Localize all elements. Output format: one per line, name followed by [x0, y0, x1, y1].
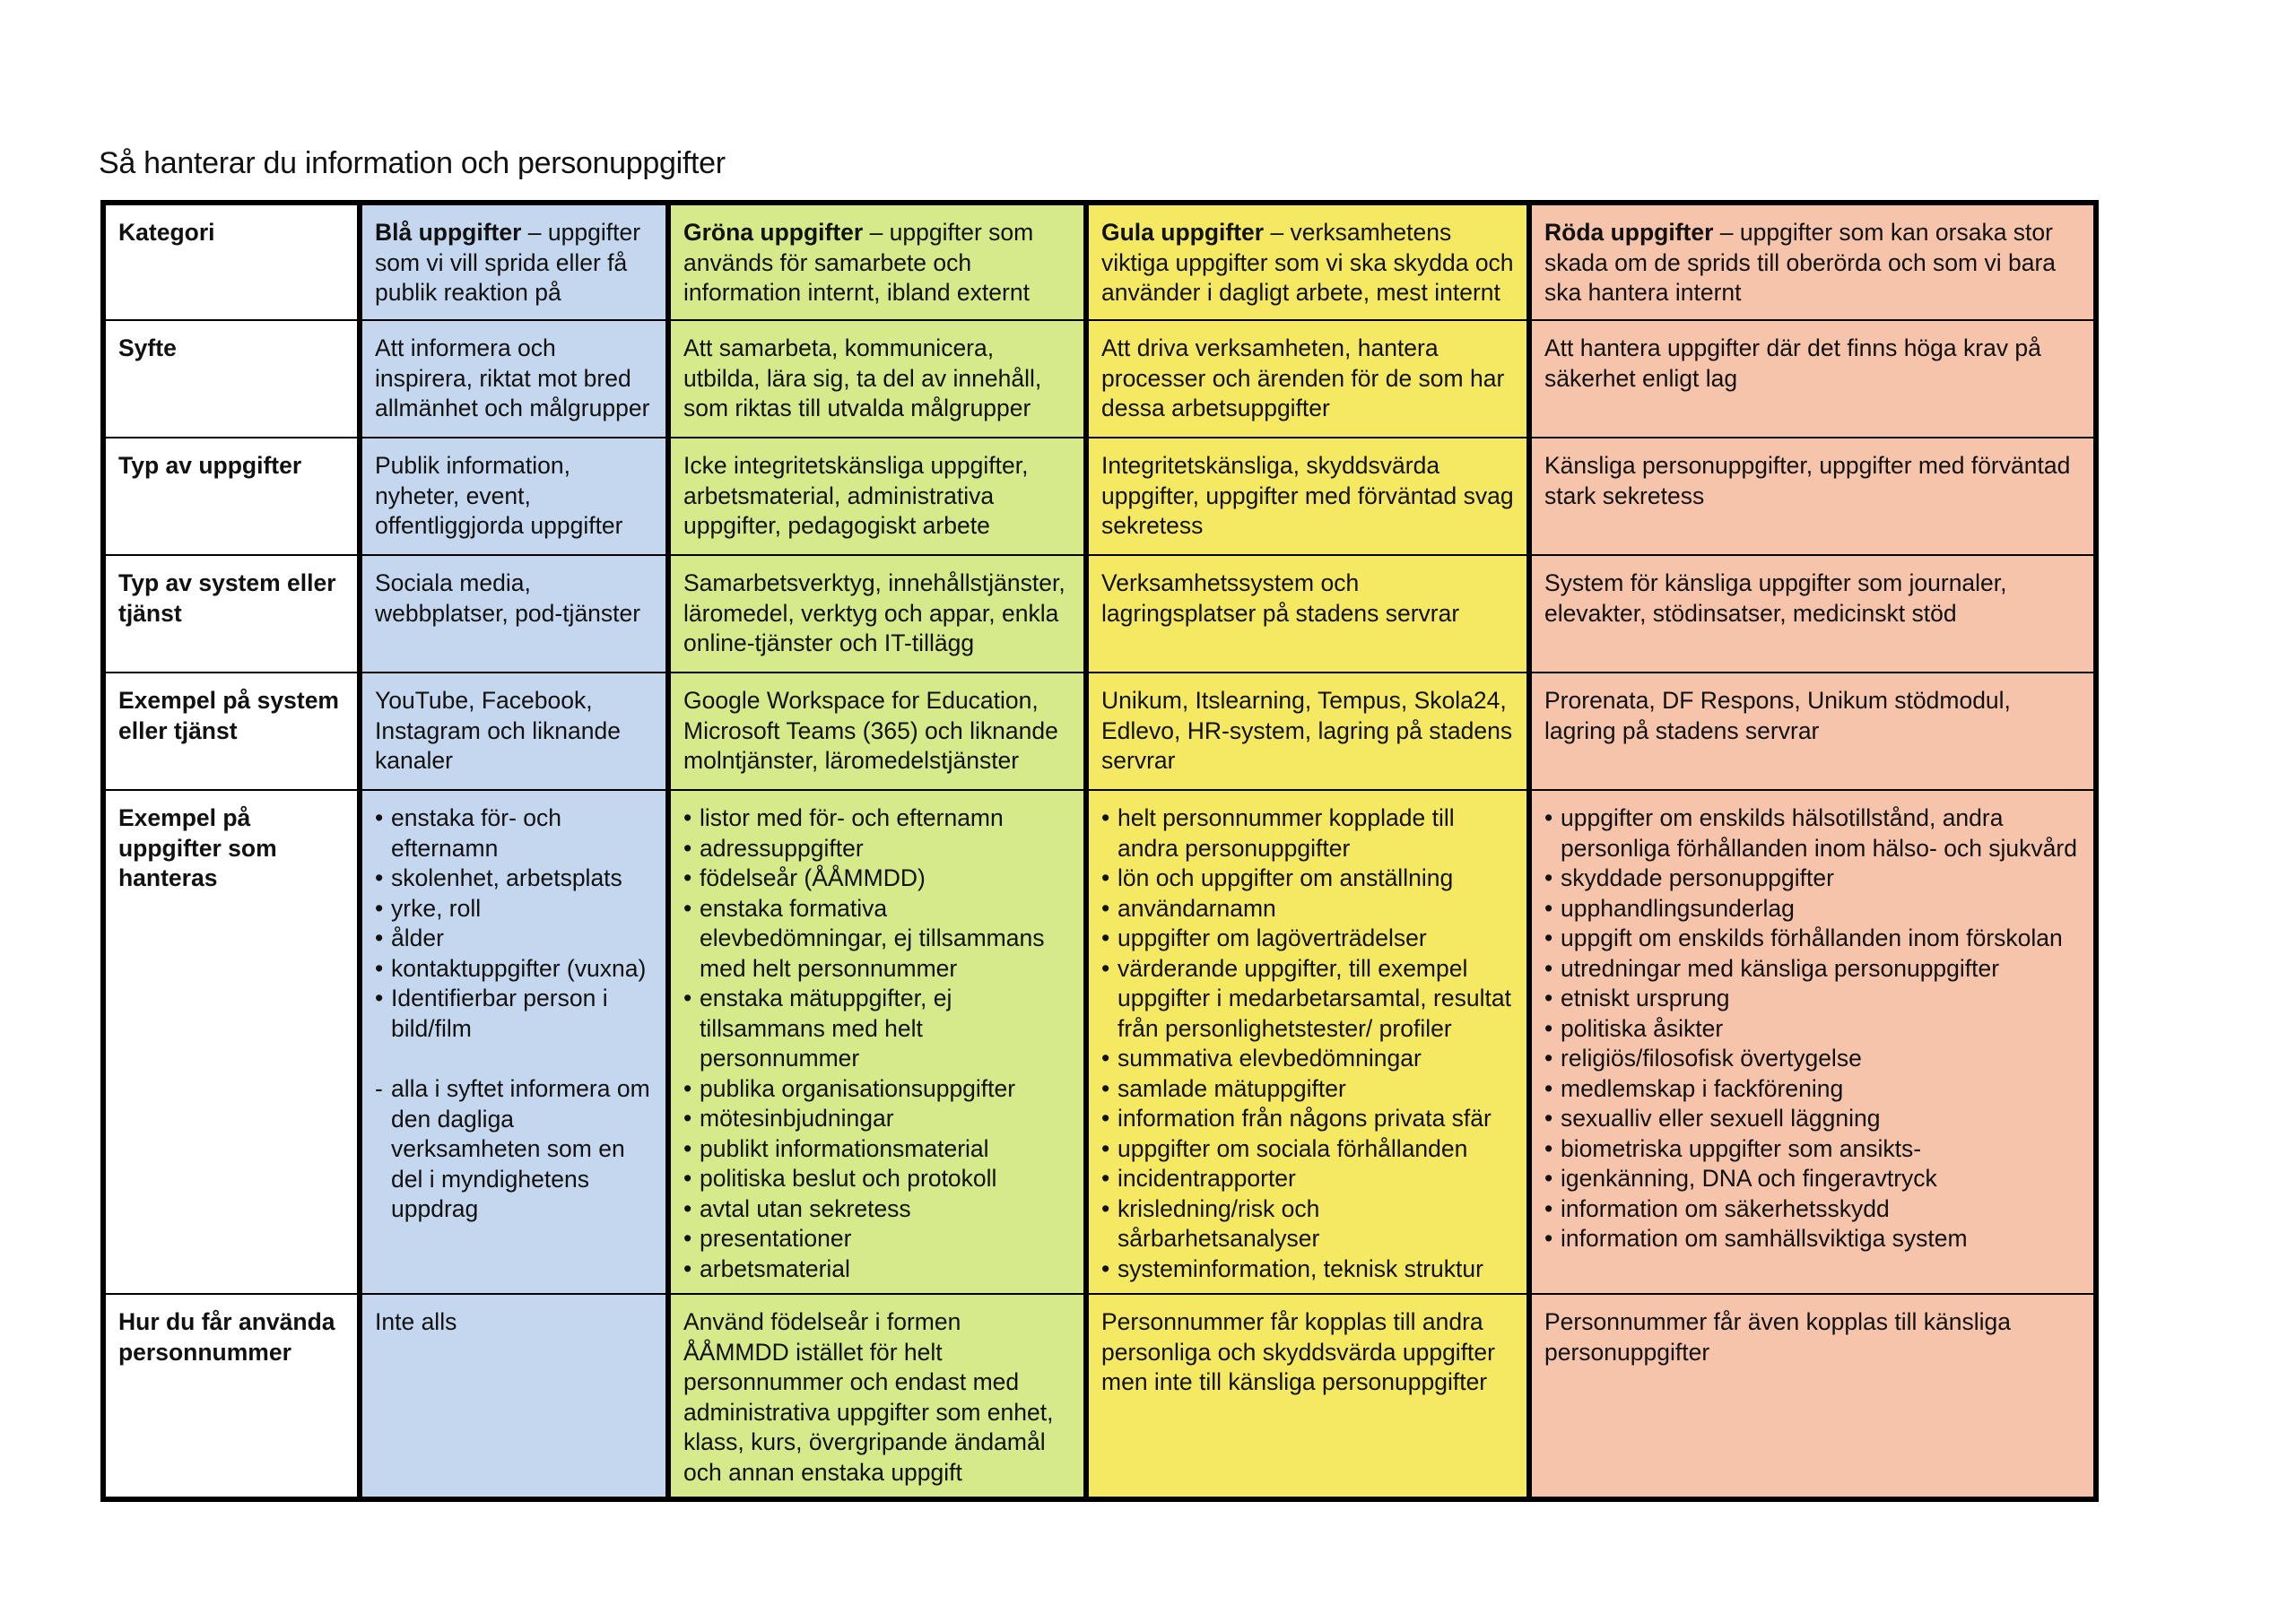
list-item: • mötesinbjudningar: [683, 1104, 1071, 1134]
bullet-list: [1544, 803, 2081, 1254]
table-cell: Känsliga personuppgifter, uppgifter med förväntad stark sekretess: [1529, 438, 2096, 555]
table-cell: Publik information, nyheter, event, offentliggjorda uppgifter: [360, 438, 668, 555]
category-blue: [360, 203, 668, 320]
row-label: Typ av system eller tjänst: [103, 555, 360, 673]
table-row: [103, 790, 2096, 1294]
table-cell: Verksamhetssystem och lagringsplatser på stadens servrar: [1086, 555, 1529, 673]
table-row: [103, 673, 2096, 790]
list-item: • politiska åsikter: [1544, 1014, 2081, 1045]
list-item: • upphandlingsunderlag: [1544, 894, 2081, 924]
list-item: • arbetsmaterial: [683, 1254, 1071, 1285]
table-cell: System för känsliga uppgifter som journaler, elevakter, stödinsatser, medicinskt stöd: [1529, 555, 2096, 673]
list-item: • summativa elevbedömningar: [1101, 1044, 1514, 1074]
list-item: • enstaka formativa elevbedömningar, ej tillsammans med helt personnummer: [683, 894, 1071, 985]
list-item: • presentationer: [683, 1224, 1071, 1254]
list-item: • krisledning/risk och sårbarhetsanalyser: [1101, 1194, 1514, 1254]
category-desc: – uppgifter som används för samarbete och information internt, ibland externt: [683, 219, 1034, 306]
table-row: [103, 555, 2096, 673]
list-item: • avtal utan sekretess: [683, 1194, 1071, 1225]
list-item: • publika organisationsuppgifter: [683, 1074, 1071, 1105]
row-label: Syfte: [103, 320, 360, 438]
list-item: • information om samhällsviktiga system: [1544, 1224, 2081, 1254]
table-cell: Personnummer får kopplas till andra personliga och skyddsvärda uppgifter men inte till känsliga personuppgifter: [1086, 1294, 1529, 1499]
list-item: • uppgifter om lagöverträdelser: [1101, 924, 1514, 954]
table-cell: Unikum, Itslearning, Tempus, Skola24, Edlevo, HR-system, lagring på stadens servrar: [1086, 673, 1529, 790]
bullet-list: [683, 803, 1071, 1284]
table-cell: Prorenata, DF Respons, Unikum stödmodul, lagring på stadens servrar: [1529, 673, 2096, 790]
table-cell: Att informera och inspirera, riktat mot bred allmänhet och målgrupper: [360, 320, 668, 438]
page-title: Så hanterar du information och personuppgifter: [99, 146, 726, 180]
list-item: • igenkänning, DNA och fingeravtryck: [1544, 1164, 2081, 1194]
list-item: • användarnamn: [1101, 894, 1514, 924]
list-item: • politiska beslut och protokoll: [683, 1164, 1071, 1194]
list-item: • uppgifter om sociala förhållanden: [1101, 1134, 1514, 1165]
table-row: [103, 320, 2096, 438]
list-item: • information om säkerhetsskydd: [1544, 1194, 2081, 1225]
table-row: [103, 1294, 2096, 1499]
list-item: • födelseår (ÅÅMMDD): [683, 864, 1071, 894]
bullet-list: [375, 803, 653, 1044]
table-cell-list: [668, 790, 1086, 1294]
info-classification-table: [100, 200, 2099, 1502]
category-desc: – uppgifter som kan orsaka stor skada om de sprids till oberörda och som vi bara ska hantera internt: [1544, 219, 2057, 306]
table-cell: Integritetskänsliga, skyddsvärda uppgifter, uppgifter med förväntad svag sekretess: [1086, 438, 1529, 555]
row-label: Exempel på system eller tjänst: [103, 673, 360, 790]
category-desc: – uppgifter som vi vill sprida eller få publik reaktion på: [375, 219, 641, 306]
list-item: • incidentrapporter: [1101, 1164, 1514, 1194]
table-cell: Samarbetsverktyg, innehållstjänster, läromedel, verktyg och appar, enkla online-tjänster och IT-tillägg: [668, 555, 1086, 673]
table-cell: Att driva verksamheten, hantera processer och ärenden för de som har dessa arbetsuppgifter: [1086, 320, 1529, 438]
table-cell: YouTube, Facebook, Instagram och liknande kanaler: [360, 673, 668, 790]
list-item: • etniskt ursprung: [1544, 984, 2081, 1014]
list-item: • adressuppgifter: [683, 834, 1071, 864]
list-item: • skyddade personuppgifter: [1544, 864, 2081, 894]
list-item: • listor med för- och efternamn: [683, 803, 1071, 834]
list-item: • systeminformation, teknisk struktur: [1101, 1254, 1514, 1285]
category-yellow: [1086, 203, 1529, 320]
category-name: Gröna uppgifter: [683, 219, 864, 246]
list-item: • utredningar med känsliga personuppgifter: [1544, 954, 2081, 985]
table-cell: Inte alls: [360, 1294, 668, 1499]
table-cell: Google Workspace for Education, Microsoft Teams (365) och liknande molntjänster, läromedelstjänster: [668, 673, 1086, 790]
category-name: Blå uppgifter: [375, 219, 522, 246]
category-green: [668, 203, 1086, 320]
note: [375, 1074, 653, 1225]
row-label: Hur du får använda personnummer: [103, 1294, 360, 1499]
table-cell: Att samarbeta, kommunicera, utbilda, lära sig, ta del av innehåll, som riktas till utvalda målgrupper: [668, 320, 1086, 438]
list-item: • religiös/filosofisk övertygelse: [1544, 1044, 2081, 1074]
list-item: • kontaktuppgifter (vuxna): [375, 954, 653, 985]
bullet-list: [1101, 803, 1514, 1284]
list-item: • biometriska uppgifter som ansikts-: [1544, 1134, 2081, 1165]
list-item: • uppgift om enskilds förhållanden inom förskolan: [1544, 924, 2081, 954]
list-item: • uppgifter om enskilds hälsotillstånd, andra personliga förhållanden inom hälso- och sjukvård: [1544, 803, 2081, 864]
list-item: • Identifierbar person i bild/film: [375, 984, 653, 1044]
list-item: • publikt informationsmaterial: [683, 1134, 1071, 1165]
table-cell: Att hantera uppgifter där det finns höga krav på säkerhet enligt lag: [1529, 320, 2096, 438]
table-cell: Sociala media, webbplatser, pod-tjänster: [360, 555, 668, 673]
list-item: • helt personnummer kopplade till andra personuppgifter: [1101, 803, 1514, 864]
category-name: Gula uppgifter: [1101, 219, 1265, 246]
category-desc: – verksamhetens viktiga uppgifter som vi ska skydda och använder i dagligt arbete, mest internt: [1101, 219, 1514, 306]
row-label: Kategori: [103, 203, 360, 320]
table-cell: Använd födelseår i formen ÅÅMMDD istället för helt personnummer och endast med administrativa uppgifter som enhet, klass, kurs, övergripande ändamål och annan enstaka uppgift: [668, 1294, 1086, 1499]
note-dash: -: [375, 1075, 383, 1102]
list-item: • enstaka mätuppgifter, ej tillsammans med helt personnummer: [683, 984, 1071, 1074]
list-item: • skolenhet, arbetsplats: [375, 864, 653, 894]
category-red: [1529, 203, 2096, 320]
table-row: [103, 438, 2096, 555]
table-cell: Personnummer får även kopplas till känsliga personuppgifter: [1529, 1294, 2096, 1499]
table-cell-list: [360, 790, 668, 1294]
table-cell-list: [1086, 790, 1529, 1294]
list-item: • lön och uppgifter om anställning: [1101, 864, 1514, 894]
list-item: • information från någons privata sfär: [1101, 1104, 1514, 1134]
category-name: Röda uppgifter: [1544, 219, 1714, 246]
list-item: • medlemskap i fackförening: [1544, 1074, 2081, 1105]
table-row: [103, 203, 2096, 320]
list-item: • ålder: [375, 924, 653, 954]
note-text: alla i syftet informera om den dagliga verksamheten som en del i myndighetens uppdrag: [391, 1075, 650, 1222]
list-item: • enstaka för- och efternamn: [375, 803, 653, 864]
list-item: • värderande uppgifter, till exempel uppgifter i medarbetarsamtal, resultat från personlighetstester/ profiler: [1101, 954, 1514, 1045]
table-cell-list: [1529, 790, 2096, 1294]
row-label: Exempel på uppgifter som hanteras: [103, 790, 360, 1294]
table-cell: Icke integritetskänsliga uppgifter, arbetsmaterial, administrativa uppgifter, pedagogiskt arbete: [668, 438, 1086, 555]
row-label: Typ av uppgifter: [103, 438, 360, 555]
list-item: • yrke, roll: [375, 894, 653, 924]
list-item: • sexualliv eller sexuell läggning: [1544, 1104, 2081, 1134]
list-item: • samlade mätuppgifter: [1101, 1074, 1514, 1105]
